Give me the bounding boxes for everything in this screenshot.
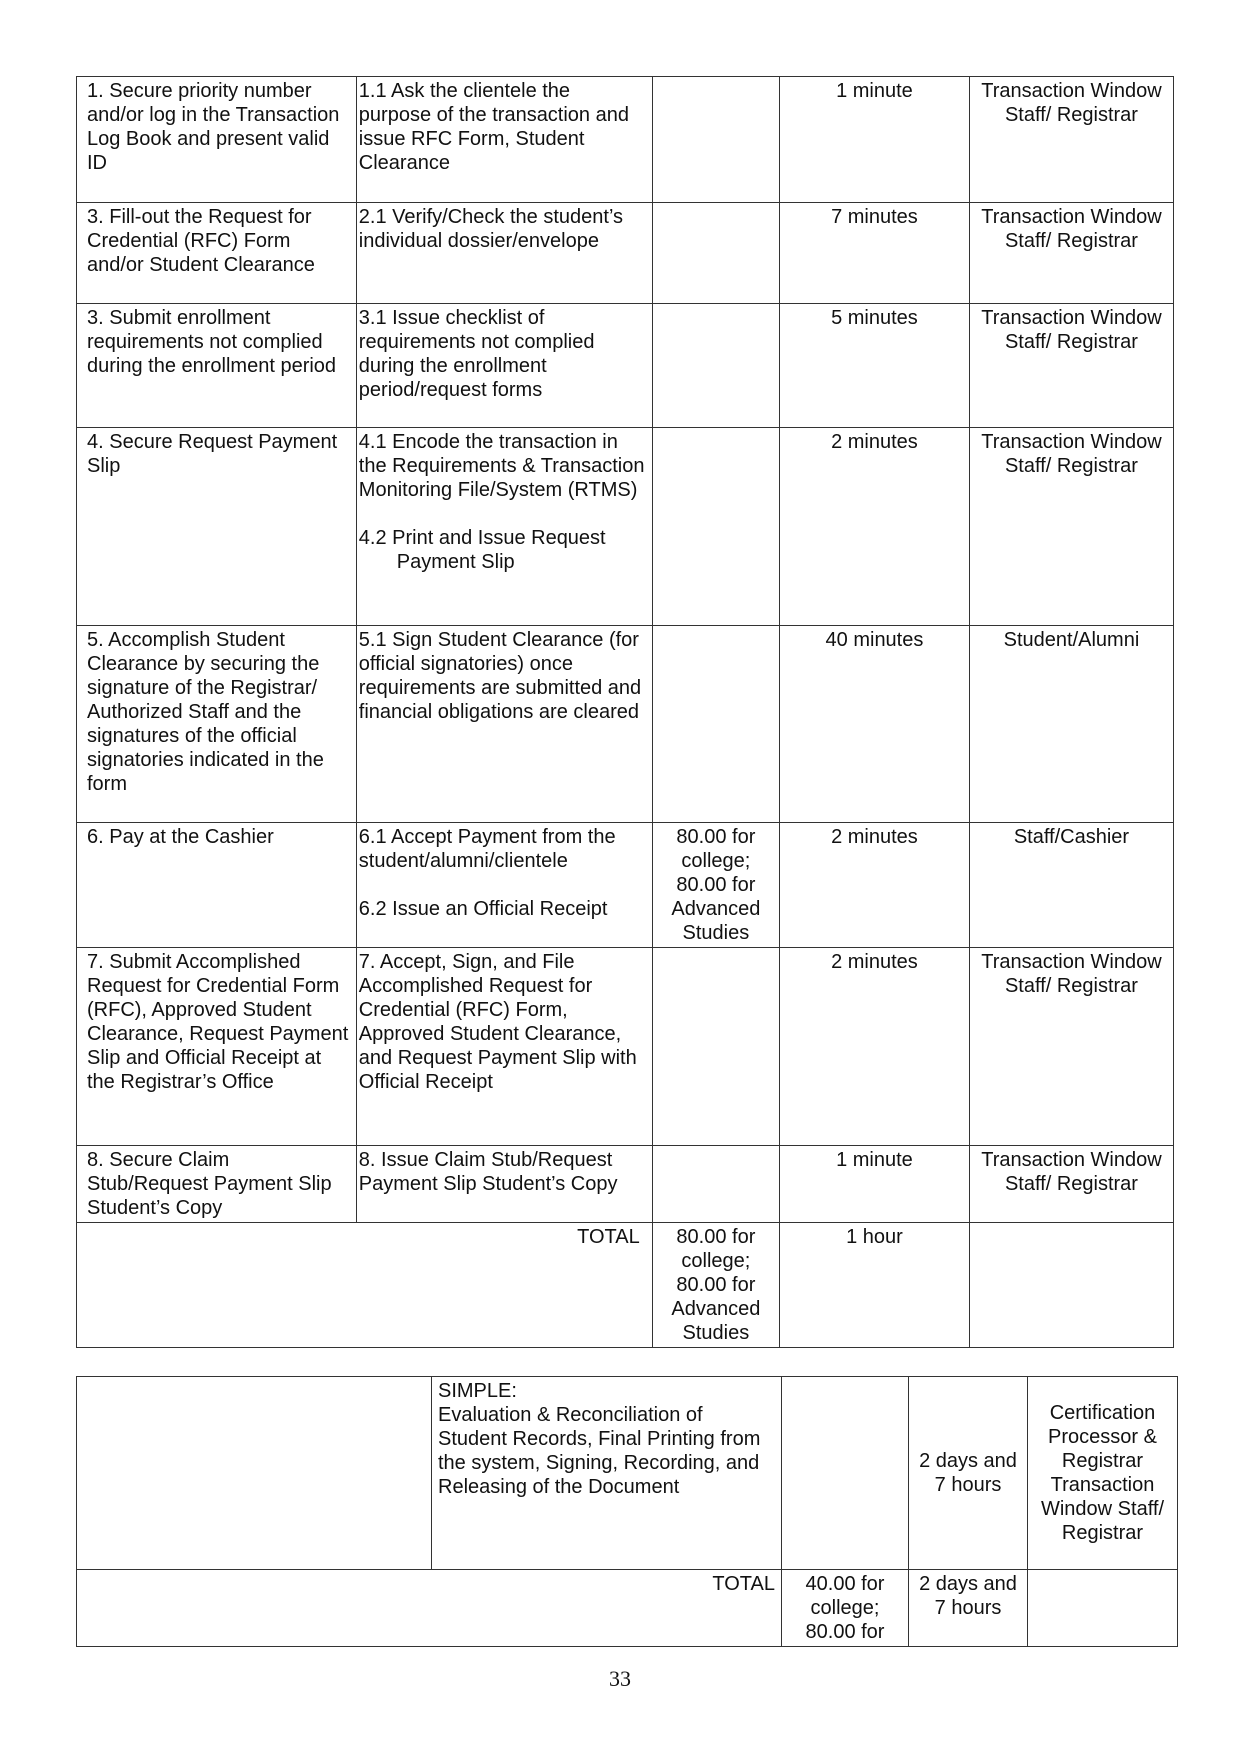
person-responsible-cell: Transaction Window Staff/ Registrar [969, 1146, 1173, 1223]
agency-action-cell: 8. Issue Claim Stub/Request Payment Slip Student’s Copy [356, 1146, 652, 1223]
client-step-cell: 3. Fill-out the Request for Credential (RFC) Form and/or Student Clearance [77, 203, 357, 304]
agency-action-cell: 6.1 Accept Payment from the student/alumni/clientele 6.2 Issue an Official Receipt [356, 823, 652, 948]
processing-time-cell: 2 minutes [780, 823, 970, 948]
table-row [77, 203, 1174, 304]
client-step-cell: 6. Pay at the Cashier [77, 823, 357, 948]
total-processing-time-cell: 1 hour [780, 1223, 970, 1348]
fees-cell [652, 626, 779, 823]
simple-procedure-table [76, 1376, 1178, 1647]
fees-cell [652, 1146, 779, 1223]
fees-cell [652, 428, 779, 626]
client-step-cell: 3. Submit enrollment requirements not complied during the enrollment period [77, 304, 357, 428]
procedure-table [76, 76, 1174, 1348]
client-step-cell: 5. Accomplish Student Clearance by securing the signature of the Registrar/ Authorized Staff and the signatures of the official signatories indicated in the form [77, 626, 357, 823]
person-responsible-cell: Certification Processor & Registrar Transaction Window Staff/ Registrar [1028, 1377, 1178, 1570]
person-responsible-cell: Staff/Cashier [969, 823, 1173, 948]
total-person-responsible-cell [1028, 1570, 1178, 1647]
table-row [77, 948, 1174, 1146]
agency-action-cell [432, 1377, 782, 1570]
table-row [77, 304, 1174, 428]
agency-action-cell: 3.1 Issue checklist of requirements not complied during the enrollment period/request forms [356, 304, 652, 428]
table-row [77, 428, 1174, 626]
processing-time-cell: 40 minutes [780, 626, 970, 823]
agency-action-cell: 4.1 Encode the transaction in the Requirements & Transaction Monitoring File/System (RTMS) 4.2 Print and Issue Request Payment Slip [356, 428, 652, 626]
client-step-cell [77, 1377, 432, 1570]
table-row [77, 1377, 1178, 1570]
processing-time-cell: 2 days and 7 hours [909, 1377, 1028, 1570]
fees-cell [652, 77, 779, 203]
person-responsible-cell: Student/Alumni [969, 626, 1173, 823]
fees-cell [652, 304, 779, 428]
total-fees-cell: 40.00 for college; 80.00 for [782, 1570, 909, 1647]
total-fees-cell: 80.00 for college; 80.00 for Advanced Studies [652, 1223, 779, 1348]
person-responsible-cell: Transaction Window Staff/ Registrar [969, 77, 1173, 203]
person-responsible-cell: Transaction Window Staff/ Registrar [969, 428, 1173, 626]
table-row [77, 77, 1174, 203]
total-row [77, 1570, 1178, 1647]
agency-action-cell: 1.1 Ask the clientele the purpose of the transaction and issue RFC Form, Student Clearance [356, 77, 652, 203]
processing-time-cell: 1 minute [780, 77, 970, 203]
page-number: 33 [609, 1666, 631, 1691]
agency-action-text: Evaluation & Reconciliation of Student Records, Final Printing from the system, Signing, Recording, and Releasing of the Document [438, 1404, 761, 1498]
client-step-cell: 8. Secure Claim Stub/Request Payment Slip Student’s Copy [77, 1146, 357, 1223]
agency-action-heading: SIMPLE: [438, 1380, 517, 1402]
agency-action-cell: 2.1 Verify/Check the student’s individual dossier/envelope [356, 203, 652, 304]
table-row [77, 626, 1174, 823]
total-person-responsible-cell [969, 1223, 1173, 1348]
client-step-cell: 7. Submit Accomplished Request for Credential Form (RFC), Approved Student Clearance, Request Payment Slip and Official Receipt at the Registrar’s Office [77, 948, 357, 1146]
table-row [77, 823, 1174, 948]
processing-time-cell: 2 minutes [780, 948, 970, 1146]
fees-cell [652, 948, 779, 1146]
agency-action-cell: 5.1 Sign Student Clearance (for official signatories) once requirements are submitted and financial obligations are cleared [356, 626, 652, 823]
total-processing-time-cell: 2 days and 7 hours [909, 1570, 1028, 1647]
processing-time-cell: 5 minutes [780, 304, 970, 428]
person-responsible-cell: Transaction Window Staff/ Registrar [969, 304, 1173, 428]
processing-time-cell: 1 minute [780, 1146, 970, 1223]
fees-cell: 80.00 for college; 80.00 for Advanced Studies [652, 823, 779, 948]
total-label: TOTAL [77, 1570, 782, 1647]
total-label: TOTAL [77, 1223, 653, 1348]
total-row [77, 1223, 1174, 1348]
table-row [77, 1146, 1174, 1223]
agency-action-cell: 7. Accept, Sign, and File Accomplished Request for Credential (RFC) Form, Approved Student Clearance, and Request Payment Slip with Official Receipt [356, 948, 652, 1146]
person-responsible-cell: Transaction Window Staff/ Registrar [969, 948, 1173, 1146]
fees-cell [782, 1377, 909, 1570]
processing-time-cell: 2 minutes [780, 428, 970, 626]
processing-time-cell: 7 minutes [780, 203, 970, 304]
client-step-cell: 1. Secure priority number and/or log in the Transaction Log Book and present valid ID [77, 77, 357, 203]
client-step-cell: 4. Secure Request Payment Slip [77, 428, 357, 626]
fees-cell [652, 203, 779, 304]
person-responsible-cell: Transaction Window Staff/ Registrar [969, 203, 1173, 304]
